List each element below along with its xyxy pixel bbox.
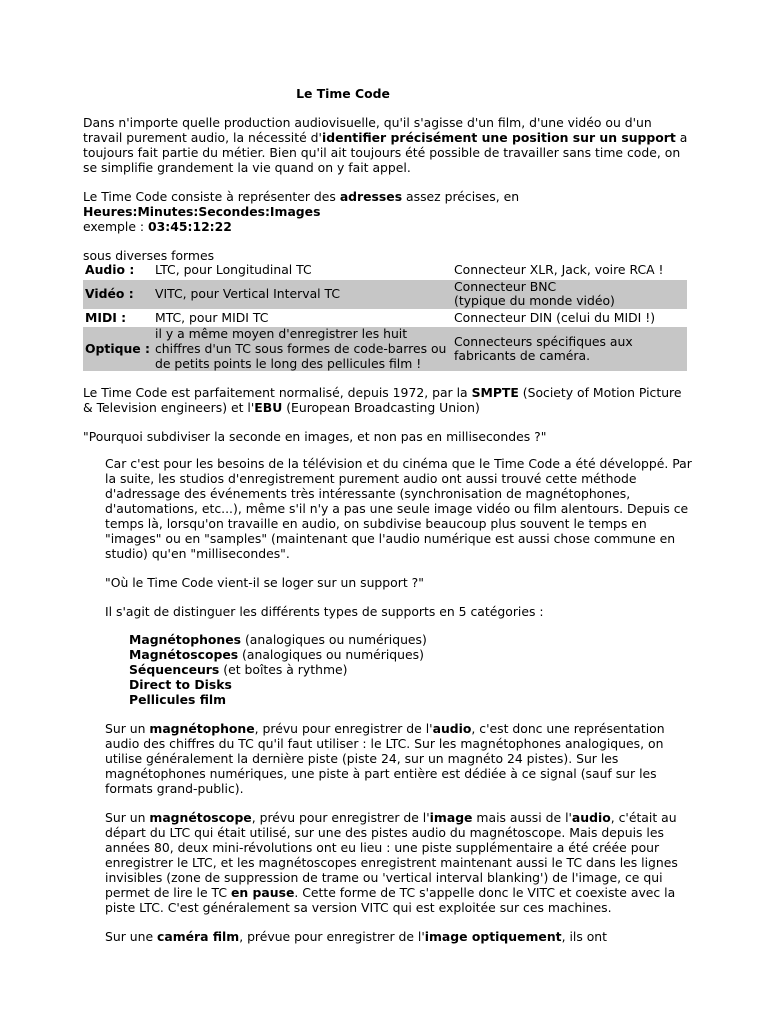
smpte-text-3: (European Broadcasting Union) xyxy=(282,400,480,416)
category-desc: (et boîtes à rythme) xyxy=(219,662,348,678)
row-tc: il y a même moyen d'enregistrer les huit chiffres d'un TC sous formes de code-barres ou de petits points le long des pellicules film ! xyxy=(153,326,452,371)
row-connector: Connecteurs spécifiques aux fabricants de caméra. xyxy=(452,326,687,371)
ebu-bold: EBU xyxy=(254,400,283,416)
mscope-text-3: mais aussi de l' xyxy=(472,810,572,826)
camera-paragraph xyxy=(105,929,693,944)
row-label: Optique : xyxy=(83,326,153,371)
magneto-text-1: Sur un xyxy=(105,721,150,737)
category-desc: (analogiques ou numériques) xyxy=(241,632,427,648)
page-title: Le Time Code xyxy=(296,86,390,101)
mscope-bold-2: image xyxy=(429,810,473,826)
adresses-text-1: Le Time Code consiste à représenter des xyxy=(83,189,340,204)
adresses-bold: adresses xyxy=(339,189,403,204)
camera-bold-1: caméra film xyxy=(157,929,240,945)
adresses-paragraph xyxy=(83,189,693,234)
camera-bold-2: image optiquement xyxy=(424,929,562,945)
question-1: "Pourquoi subdiviser la seconde en images, et non pas en millisecondes ?" xyxy=(83,429,547,445)
intro-bold-1: identifier précisément une position sur un support xyxy=(321,130,676,145)
timecode-format: Heures:Minutes:Secondes:Images xyxy=(83,204,321,219)
camera-text-2: , prévue pour enregistrer de l' xyxy=(239,929,425,945)
category-name: Pellicules film xyxy=(129,692,227,708)
list-item xyxy=(129,647,693,662)
table-row xyxy=(83,263,687,279)
answer-block xyxy=(105,456,693,944)
forms-table xyxy=(83,263,687,371)
smpte-text-2: (Society of Motion Picture & Television engineers) et l' xyxy=(83,385,682,416)
camera-text-3: , ils ont xyxy=(561,929,608,945)
category-name: Direct to Disks xyxy=(129,677,232,693)
magneto-bold-1: magnétophone xyxy=(149,721,255,737)
mscope-bold-4: en pause xyxy=(231,885,295,901)
row-label: Vidéo : xyxy=(83,279,153,310)
question-2: "Où le Time Code vient-il se loger sur un support ?" xyxy=(105,575,424,591)
row-connector: Connecteur BNC (typique du monde vidéo) xyxy=(452,279,687,310)
answer-1: Car c'est pour les besoins de la télévision et du cinéma que le Time Code a été développé. Par la suite, les studios d'enregistrement purement audio ont aussi trouvé cette méthode d'adressage des événements très intéressante (synchronisation de magnétophones, d'automations, etc...), même s'il n'y a pas une seule image vidéo ou film alentours. Depuis ce temps là, lorsqu'on travaille en audio, on subdivise beaucoup plus souvent le temps en "images" ou en "samples" (maintenant que l'audio numérique est aussi chose commune en studio) qu'en "millisecondes". xyxy=(105,456,692,562)
magneto-text-3: , c'est donc une représentation audio des chiffres du TC qu'il faut utiliser : le LTC. Sur les magnétophones analogiques, on utilise généralement la dernière piste (piste 24, sur un magnéto 24 pistes). Sur les magnétophones numériques, une piste à part entière est dédiée à ce signal (sauf sur les formats grand-public). xyxy=(105,721,665,797)
category-name: Magnétoscopes xyxy=(129,647,239,663)
row-tc: VITC, pour Vertical Interval TC xyxy=(153,279,452,310)
list-item xyxy=(129,677,693,692)
list-item xyxy=(129,632,693,647)
smpte-paragraph xyxy=(83,385,693,415)
table-row xyxy=(83,310,687,327)
mscope-bold-1: magnétoscope xyxy=(149,810,252,826)
table-row xyxy=(83,279,687,310)
magneto-bold-2: audio xyxy=(432,721,472,737)
forms-intro: sous diverses formes xyxy=(83,248,215,263)
category-name: Magnétophones xyxy=(129,632,242,648)
table-row xyxy=(83,326,687,371)
mscope-text-2: , prévu pour enregistrer de l' xyxy=(251,810,430,826)
camera-text-1: Sur une xyxy=(105,929,158,945)
mscope-text-5: . Cette forme de TC s'appelle donc le VITC et coexiste avec la piste LTC. C'est généralement sa version VITC qui est exploitée sur ces machines. xyxy=(105,885,676,916)
mscope-text-4: , c'était au départ du LTC qui était utilisé, sur une des pistes audio du magnétoscope. Mais depuis les années 80, deux mini-révolutions ont eu lieu : une piste supplémentaire a été créée pour enregistrer le LTC, et les magnétoscopes enregistrent maintenant aussi le TC dans les lignes invisibles (zone de suppression de trame ou 'vertical interval blanking') de l'image, ce qui permet de lire le TC xyxy=(105,810,678,901)
example-label: exemple : xyxy=(83,219,149,234)
intro-text-1: Dans n'importe quelle production audiovisuelle, qu'il s'agisse d'un film, d'une vidéo ou d'un travail purement audio, la nécessité d' xyxy=(83,115,652,145)
smpte-text-1: Le Time Code est parfaitement normalisé, depuis 1972, par la xyxy=(83,385,472,401)
list-item xyxy=(129,662,693,677)
document-page xyxy=(83,86,693,944)
mscope-text-1: Sur un xyxy=(105,810,150,826)
magnetophone-paragraph xyxy=(105,721,693,796)
mscope-bold-3: audio xyxy=(571,810,611,826)
category-name: Séquenceurs xyxy=(129,662,220,678)
categories-intro: Il s'agit de distinguer les différents types de supports en 5 catégories : xyxy=(105,604,544,620)
magneto-text-2: , prévu pour enregistrer de l' xyxy=(254,721,433,737)
row-connector: Connecteur XLR, Jack, voire RCA ! xyxy=(454,262,664,277)
smpte-bold: SMPTE xyxy=(471,385,519,401)
row-label: Audio : xyxy=(85,262,135,277)
intro-paragraph xyxy=(83,115,693,175)
category-desc: (analogiques ou numériques) xyxy=(238,647,424,663)
example-value: 03:45:12:22 xyxy=(148,219,232,234)
adresses-text-2: assez précises, en xyxy=(402,189,520,204)
row-tc: MTC, pour MIDI TC xyxy=(153,310,452,327)
row-tc: LTC, pour Longitudinal TC xyxy=(155,262,312,277)
row-connector: Connecteur DIN (celui du MIDI !) xyxy=(452,310,687,327)
categories-list xyxy=(129,632,693,707)
list-item xyxy=(129,692,693,707)
magnetoscope-paragraph xyxy=(105,810,693,915)
row-label: MIDI : xyxy=(83,310,153,327)
intro-text-2: a toujours fait partie du métier. Bien qu'il ait toujours été possible de travailler sans time code, on se simplifie grandement la vie quand on y fait appel. xyxy=(83,130,688,175)
